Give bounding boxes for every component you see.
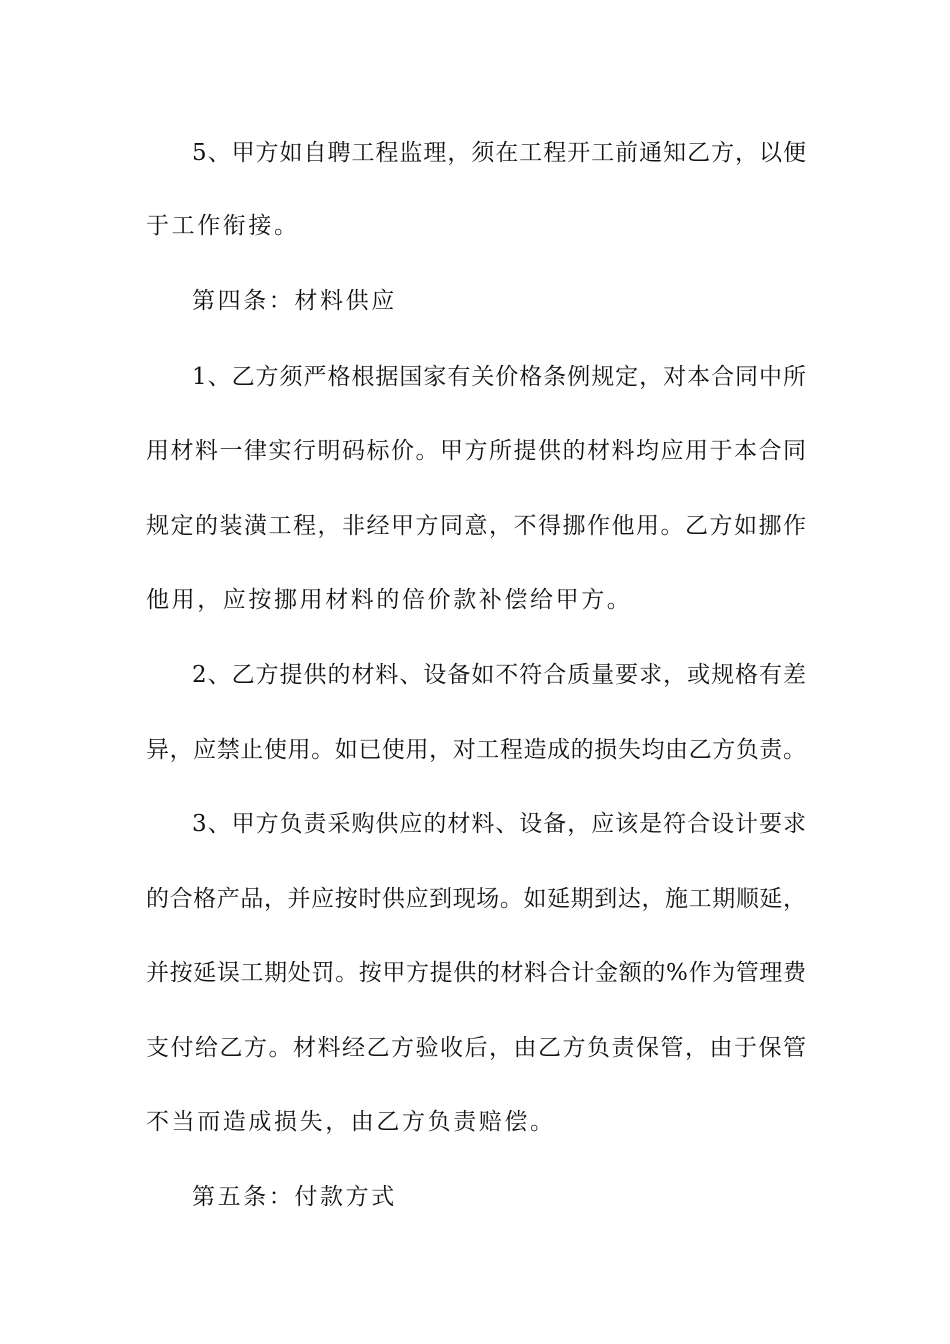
paragraph-line: 于工作衔接。 (146, 213, 300, 239)
paragraph-line: 的合格产品，并应按时供应到现场。如延期到达，施工期顺延， (146, 886, 806, 912)
paragraph-line: 异，应禁止使用。如已使用，对工程造成的损失均由乙方负责。 (146, 737, 806, 763)
paragraph-line: 3、甲方负责采购供应的材料、设备，应该是符合设计要求 (192, 811, 806, 837)
paragraph-line: 规定的装潢工程，非经甲方同意，不得挪作他用。乙方如挪作 (146, 513, 806, 539)
paragraph-line: 不当而造成损失，由乙方负责赔偿。 (146, 1109, 556, 1135)
paragraph-line: 5、甲方如自聘工程监理，须在工程开工前通知乙方，以便 (192, 140, 806, 166)
paragraph-line: 用材料一律实行明码标价。甲方所提供的材料均应用于本合同 (146, 438, 806, 464)
paragraph-line: 2、乙方提供的材料、设备如不符合质量要求，或规格有差 (192, 662, 806, 688)
paragraph-line: 1、乙方须严格根据国家有关价格条例规定，对本合同中所 (192, 364, 806, 390)
paragraph-line: 支付给乙方。材料经乙方验收后，由乙方负责保管，由于保管 (146, 1035, 806, 1061)
section-heading: 第五条：付款方式 (192, 1184, 397, 1210)
paragraph-line: 他用，应按挪用材料的倍价款补偿给甲方。 (146, 587, 633, 613)
paragraph-line: 并按延误工期处罚。按甲方提供的材料合计金额的%作为管理费 (146, 960, 806, 986)
section-heading: 第四条：材料供应 (192, 288, 397, 314)
